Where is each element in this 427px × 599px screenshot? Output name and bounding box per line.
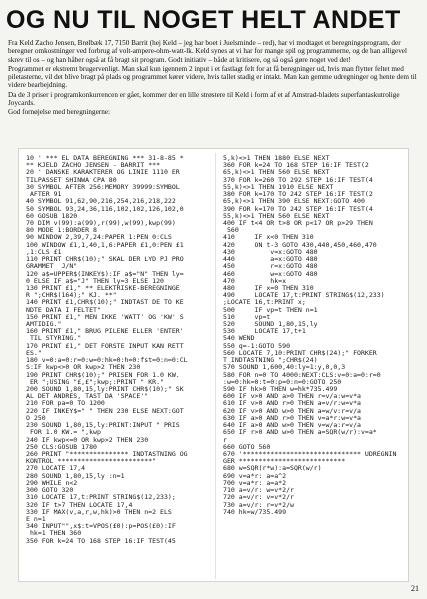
code-line: 110 PRINT CHR$(10);" SKAL DER LYD PJ PRO bbox=[26, 255, 184, 264]
listing-column-right bbox=[223, 155, 406, 516]
code-line: 65,k)<>1 THEN 560 ELSE NEXT bbox=[223, 168, 330, 177]
code-line: 220 IF INKEY$=" " THEN 230 ELSE NEXT:GOT bbox=[26, 406, 184, 415]
code-line: hk=1 THEN 360 bbox=[26, 529, 82, 538]
code-line: 20 ' DANSKE KARAKTERER OG LINIE 1110 ER bbox=[26, 168, 180, 177]
code-line: 490 LOCATE 17,t:PRINT STRING$(12,233) bbox=[223, 291, 385, 300]
code-line: 350 FOR k=24 TO 168 STEP 16:IF TEST(45 bbox=[26, 536, 176, 545]
code-line: 210 FOR pa=0 TO 1200 bbox=[26, 399, 105, 408]
code-line: 500 IF vp=t THEN n=1 bbox=[223, 305, 318, 314]
code-line: 410 IF x<0 THEN 310 bbox=[223, 233, 314, 242]
code-line: r bbox=[223, 435, 227, 444]
code-line: 40 SYMBOL 91,62,90,216,254,216,218,222 bbox=[26, 197, 176, 206]
code-line: 630 IF a>0 AND r>0 THEN v=a*r:w=v*a bbox=[223, 413, 361, 422]
code-line: 690 v=a*r: a=a^2 bbox=[223, 471, 287, 480]
code-line: 60 GOSUB 1820 bbox=[26, 211, 78, 220]
code-line: 660 GOTO 560 bbox=[223, 442, 271, 451]
intro-paragraph: Programmet er ekstremt brugervenligt. Man skal kun igennem 2 input i et fastlagt felt for at få beregninger ud, hvis man flytter feltet med piletasterne, vil det blive bragt på plads og programmet kører videre, hvis tallet stadig er intakt. Man kan gemme udregninger og hente dem til videre bearbejdning. bbox=[8, 64, 417, 90]
code-line: 650 IF r>0 AND w>0 THEN a=SQR(w/r):v=a* bbox=[223, 428, 377, 437]
code-line: 360 FOR k=24 TO 168 STEP 16:IF TEST(2 bbox=[223, 161, 369, 170]
code-line: 400 IF t<4 OR t>8 OR p<17 OR p>29 THEN bbox=[223, 218, 373, 227]
code-line: TIL STYRING." bbox=[26, 334, 82, 343]
code-line: 600 IF v>0 AND a>0 THEN r=v/a:w=v*a bbox=[223, 392, 361, 401]
code-line: GRAMMET J/N" bbox=[26, 262, 78, 271]
code-line: 100 WINDOW £1,1,40,1,6:PAPER £1,0:PEN £1 bbox=[26, 240, 184, 249]
code-line: 140 PRINT £1,CHR$(10);" INDTAST DE TO KE bbox=[26, 298, 184, 307]
code-line: 260 PRINT "*************** INDTASTNING OG bbox=[26, 449, 188, 458]
code-line: 420 ON t-3 GOTO 430,440,450,460,470 bbox=[223, 240, 377, 249]
code-line: AMTIDIG." bbox=[26, 320, 62, 329]
code-line: T INDTASTNING ";CHR$(24) bbox=[223, 356, 318, 365]
code-line: 560 LOCATE 7,10:PRINT CHR$(24);" FORKER bbox=[223, 348, 377, 357]
code-line: 65,k)<>1 THEN 390 ELSE NEXT:GOTO 400 bbox=[223, 197, 365, 206]
code-line: 380 FOR k=170 TO 242 STEP 16:IF TEST(2 bbox=[223, 190, 373, 199]
code-line: 70 DIM v(99):a(99),r(99),w(99),kwp(99) bbox=[26, 218, 176, 227]
code-line: AL DET ANDRES, TAST DA 'SPACE'" bbox=[26, 392, 149, 401]
code-line: 620 IF v>0 AND w>0 THEN a=w/v:r=v/a bbox=[223, 406, 361, 415]
code-line: 240 IF kwp<=0 OR kwp>2 THEN 230 bbox=[26, 435, 149, 444]
code-line: 730 a=v/r: r=v*2/w bbox=[223, 500, 294, 509]
page-number: 21 bbox=[411, 584, 419, 593]
code-line: GER *************************** bbox=[223, 457, 346, 466]
code-line: 640 IF a>0 AND w>0 THEN v=w/a:r=v/a bbox=[223, 421, 361, 430]
code-line: 120 a$=UPPER$(INKEY$):IF a$="N" THEN ly= bbox=[26, 269, 184, 278]
code-line: 710 a=v/r: w=v*2/r bbox=[223, 486, 294, 495]
code-line: 230 SOUND 1,80,15,ly:PRINT:INPUT " PRIS bbox=[26, 421, 180, 430]
code-line: 340 INPUT"",x$:t=VPOS(£0):p=POS(£0):IF bbox=[26, 522, 176, 531]
code-line: ES." bbox=[26, 348, 42, 357]
code-line: 250 CLS:GOSUB 1780 bbox=[26, 442, 97, 451]
code-line: 540 WEND bbox=[223, 334, 255, 343]
code-line: 570 SOUND 1,600,40:ly=1:y,0,0,3 bbox=[223, 363, 346, 372]
article-intro bbox=[8, 39, 419, 118]
code-line: 740 hk=w/735.499 bbox=[223, 507, 287, 516]
code-line: 0 ELSE IF a$="J" THEN ly=3 ELSE 120 bbox=[26, 276, 164, 285]
code-line: 370 FOR k=260 TO 292 STEP 16:IF TEST(4 bbox=[223, 175, 373, 184]
code-line: 430 v=x:GOTO 480 bbox=[223, 247, 318, 256]
code-line: 680 w=SQR(r*w):a=SQR(w/r) bbox=[223, 464, 322, 473]
code-line: 280 SOUND 1,80,15,ly :n=1 bbox=[26, 471, 125, 480]
code-line: 510 vp=t bbox=[223, 312, 271, 321]
listing-column-left bbox=[26, 155, 209, 545]
code-line: 30 SYMBOL AFTER 256:MEMORY 39999:SYMBOL bbox=[26, 182, 180, 191]
code-line: 90 WINDOW 2,39,7,24:PAPER 1:PEN 0:CLS bbox=[26, 233, 172, 242]
code-line: AFTER 91 bbox=[26, 190, 62, 199]
code-line: 190 PRINT CHR$(10);" PRISEN FOR 1.0 KW. bbox=[26, 370, 180, 379]
code-line: 150 PRINT £1," MEN IKKE 'WATT' OG 'KW' S bbox=[26, 312, 184, 321]
code-line: :w=0:hk=0:t=0:p=0:n=0:GOTO 250 bbox=[223, 377, 342, 386]
code-line: 720 a=v/r: v=v*2/r bbox=[223, 493, 294, 502]
code-line: 300 GOTO 320 bbox=[26, 486, 74, 495]
code-line: 320 IF t>7 THEN LOCATE 17,4 bbox=[26, 500, 133, 509]
code-line: ;LOCATE 16,t:PRINT x; bbox=[223, 298, 306, 307]
code-line: ** KJELD ZACHO JENSEN - BARRIT *** bbox=[26, 161, 161, 170]
code-line: 390 FOR k=170 TO 242 STEP 16:IF TEST(4 bbox=[223, 204, 373, 213]
code-line: 290 WHILE n<2 bbox=[26, 478, 78, 487]
code-line: 530 LOCATE 17,t+1 bbox=[223, 327, 306, 336]
code-line: S:IF kwp<>0 OR kwp>2 THEN 230 bbox=[26, 363, 141, 372]
code-line: 180 v=0:a=0:r=0:w=0:hk=0:h=0:fst=0:n=0:CL bbox=[26, 356, 188, 365]
code-line: 5,k)<>1 THEN 1880 ELSE NEXT bbox=[223, 155, 330, 162]
code-line: 610 IF v>0 AND r>0 THEN a=v/r:w=v*a bbox=[223, 399, 361, 408]
code-line: 130 PRINT £1," ** ELEKTRISKE-BEREGNINGE bbox=[26, 283, 180, 292]
article-title: OG NU TIL NOGET HELT ANDET bbox=[6, 6, 401, 34]
code-line: 470 hk=x bbox=[223, 276, 287, 285]
code-line: 200 SOUND 1,80,15,ly:PRINT CHR$(10);" SK bbox=[26, 385, 184, 393]
code-line: 520 SOUND 1,80,15,ly bbox=[223, 320, 318, 329]
code-line: 450 r=x:GOTO 480 bbox=[223, 262, 318, 271]
code-line: 270 LOCATE 17,4 bbox=[26, 464, 86, 473]
code-line: KONTROL ************************" bbox=[26, 457, 157, 466]
code-line: NDTE DATA I FELTET" bbox=[26, 305, 101, 314]
code-line: E n=1 bbox=[26, 514, 46, 523]
code-line: 170 PRINT £1," DET FORSTE INPUT KAN RETT bbox=[26, 341, 184, 350]
column-divider bbox=[215, 153, 216, 579]
code-line: 580 FOR n=0 TO 4000:NEXT:CLS:v=0:a=0:r=0 bbox=[223, 370, 381, 379]
code-line: 440 a=x:GOTO 480 bbox=[223, 255, 318, 264]
code-line: 55,k)<>1 THEN 560 ELSE NEXT bbox=[223, 211, 330, 220]
code-line: 700 v=a*r: a=a*2 bbox=[223, 478, 287, 487]
code-line: 550 q=-1:GOTO 590 bbox=[223, 341, 291, 350]
code-line: R ";CHR$(164);" KJ. **" bbox=[26, 291, 117, 300]
code-line: 10 ' *** EL DATA BEREGNING *** 31-8-85 * bbox=[26, 155, 184, 162]
program-listing bbox=[18, 148, 409, 582]
code-line: 160 PRINT £1," BRUG PILENE ELLER 'ENTER' bbox=[26, 327, 184, 336]
code-line: ,1:CLS £1 bbox=[26, 247, 62, 256]
code-line: FOR 1.0 KW.= ",kwp bbox=[26, 428, 101, 437]
intro-paragraph: God fornøjelse med beregningerne: bbox=[8, 108, 110, 117]
code-line: 480 IF x=0 THEN 310 bbox=[223, 283, 314, 292]
code-line: 55,k)<>1 THEN 1910 ELSE NEXT bbox=[223, 182, 334, 191]
code-line: 560 bbox=[223, 226, 239, 235]
intro-paragraph: Da de 3 priser i programkonkurrencen er gået, kommer der en lille strøstere til Keld i form af et af Amstrad-bladets superfantaskutrolige Joycards. bbox=[8, 90, 400, 108]
code-line: 80 MODE 1:BORDER 8 bbox=[26, 226, 97, 235]
code-line: 50 SYMBOL 93,24,36,116,102,102,126,102,0 bbox=[26, 204, 184, 213]
code-line: 330 IF MAX(v,a,r,w,hk)>0 THEN n=2 ELS bbox=[26, 507, 172, 516]
code-line: ER ";USING "£,£";kwp;:PRINT " KR." bbox=[26, 377, 164, 386]
code-line: 670 '****************************** UDREGNIN bbox=[223, 449, 397, 458]
code-line: O 250 bbox=[26, 413, 46, 422]
intro-paragraph: Fra Keld Zacho Jensen, Brølbæk 17, 7150 Barrit (hej Keld – jeg har boet i Juelsminde – red), har vi modtaget et beregningsprogram, der beregner omkostninger ved forbrug af volt-ampere-ohm-watt-lk. Keld synes at vi har for mange spil og programmerne, og de han alligevel skrev til os – og han håber også at få bragt sit program. Godt initiativ – både at kritisere, og så også gøre noget ved det! bbox=[8, 39, 407, 64]
code-line: 310 LOCATE 17,t:PRINT STRING$(12,233); bbox=[26, 493, 176, 502]
code-line: TILPASSET SHINWA CPA 80 bbox=[26, 175, 117, 184]
code-line: 590 IF hk>0 THEN w=hk*735.499 bbox=[223, 385, 338, 393]
code-line: 460 w=x:GOTO 480 bbox=[223, 269, 318, 278]
